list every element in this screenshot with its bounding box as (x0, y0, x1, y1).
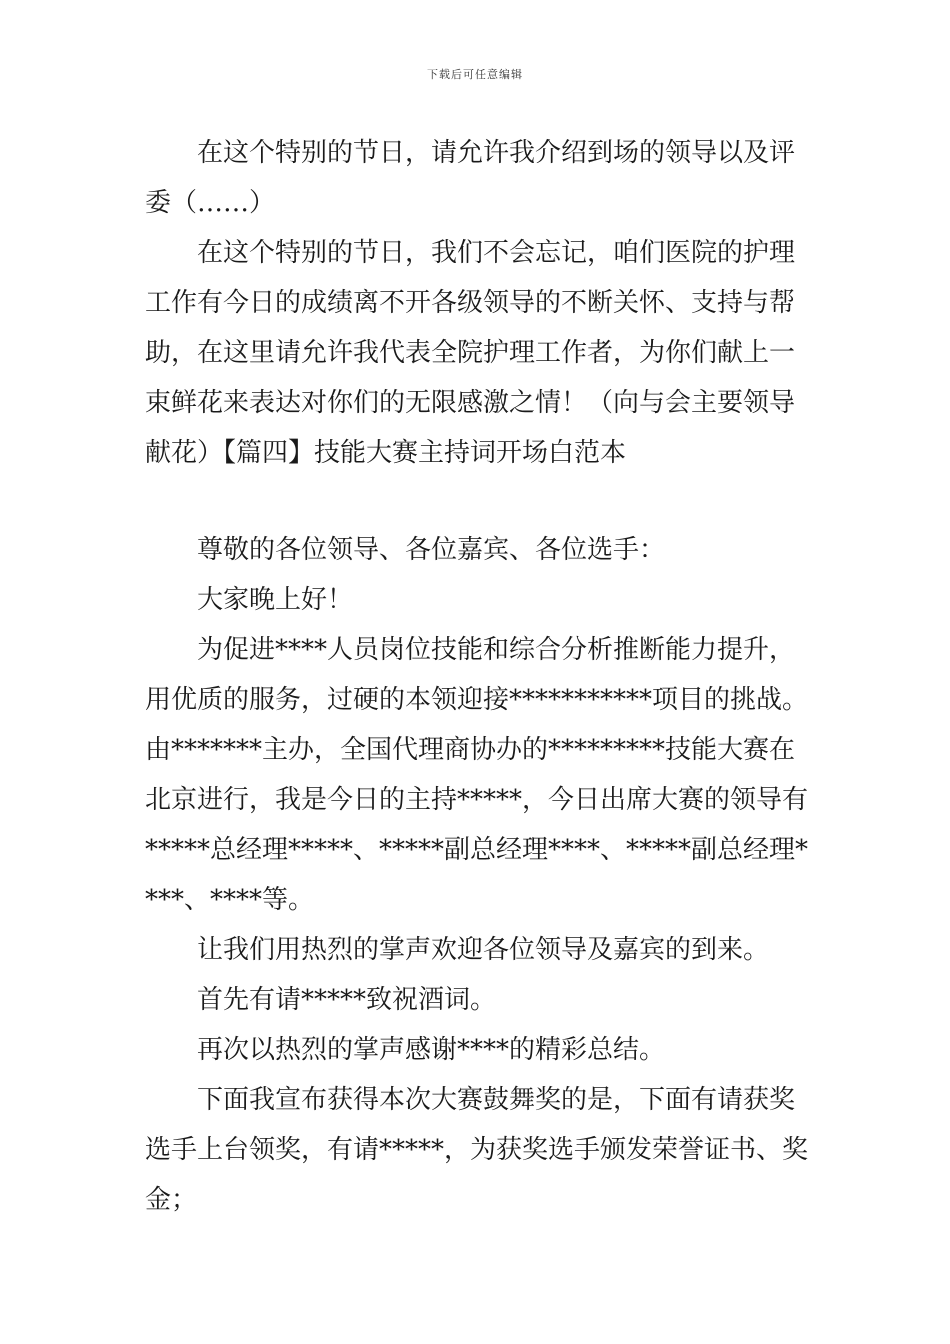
paragraph-line: 在这个特别的节日，我们不会忘记，咱们医院的护理 (197, 238, 796, 268)
paragraph-line: 在这个特别的节日，请允许我介绍到场的领导以及评 (197, 138, 796, 168)
paragraph-line: 选手上台领奖，有请*****，为获奖选手颁发荣誉证书、奖 (145, 1135, 809, 1165)
paragraph-line: 金； (145, 1185, 198, 1215)
paragraph-line: 工作有今日的成绩离不开各级领导的不断关怀、支持与帮 (145, 288, 796, 318)
paragraph-line: 首先有请*****致祝酒词。 (197, 985, 497, 1015)
paragraph-line: 让我们用热烈的掌声欢迎各位领导及嘉宾的到来。 (197, 935, 770, 965)
salutation-line: 尊敬的各位领导、各位嘉宾、各位选手： (197, 535, 666, 565)
paragraph-line: 由*******主办，全国代理商协办的*********技能大赛在 (145, 735, 796, 765)
greeting-line: 大家晚上好！ (197, 585, 354, 615)
paragraph-line: 用优质的服务，过硬的本领迎接***********项目的挑战。 (145, 685, 809, 715)
paragraph-line: 北京进行，我是今日的主持*****，今日出席大赛的领导有 (145, 785, 809, 815)
paragraph-line: 委（……） (145, 188, 276, 218)
paragraph-line: 助，在这里请允许我代表全院护理工作者，为你们献上一 (145, 338, 796, 368)
header-note: 下载后可任意编辑 (427, 68, 523, 81)
paragraph-line: 束鲜花来表达对你们的无限感激之情！（向与会主要领导 (145, 388, 796, 418)
document-body (145, 128, 809, 1225)
paragraph-line: *****总经理*****、*****副总经理****、*****副总经理* (145, 835, 809, 865)
paragraph-line: 献花）【篇四】技能大赛主持词开场白范本 (145, 438, 627, 468)
paragraph-line: ***、****等。 (145, 885, 315, 915)
paragraph-gap (145, 478, 809, 525)
paragraph-line: 再次以热烈的掌声感谢****的精彩总结。 (197, 1035, 666, 1065)
paragraph-line: 为促进****人员岗位技能和综合分析推断能力提升， (197, 635, 796, 665)
paragraph-line: 下面我宣布获得本次大赛鼓舞奖的是，下面有请获奖 (197, 1085, 796, 1115)
